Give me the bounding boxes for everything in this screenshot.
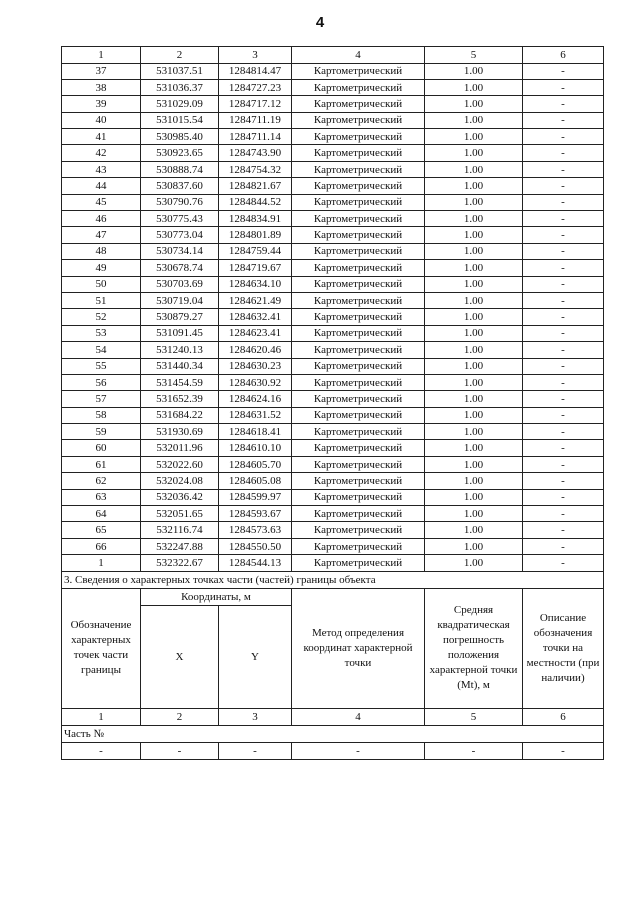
error-cell: 1.00 [425, 358, 523, 374]
column-number: 4 [292, 708, 425, 725]
x-coordinate-cell: 531029.09 [141, 96, 219, 112]
point-number-cell: 1 [62, 555, 141, 571]
y-coordinate-cell: 1284605.08 [219, 473, 292, 489]
error-cell: 1.00 [425, 79, 523, 95]
description-cell: - [523, 112, 604, 128]
column-number: 6 [523, 47, 604, 64]
x-coordinate-cell: 530888.74 [141, 161, 219, 177]
point-number-cell: 54 [62, 342, 141, 358]
error-cell: 1.00 [425, 276, 523, 292]
method-cell: Картометрический [292, 555, 425, 571]
x-coordinate-cell: 531091.45 [141, 325, 219, 341]
point-number-cell: 41 [62, 129, 141, 145]
y-coordinate-cell: 1284759.44 [219, 243, 292, 259]
x-coordinate-cell: 532024.08 [141, 473, 219, 489]
description-cell: - [523, 325, 604, 341]
error-cell: 1.00 [425, 506, 523, 522]
x-coordinate-cell: 530985.40 [141, 129, 219, 145]
column-number: 1 [62, 47, 141, 64]
x-coordinate-cell: 530719.04 [141, 292, 219, 308]
y-coordinate-cell: 1284630.23 [219, 358, 292, 374]
point-number-cell: 45 [62, 194, 141, 210]
method-cell: Картометрический [292, 260, 425, 276]
description-cell: - [523, 456, 604, 472]
table-row [62, 391, 604, 407]
y-header: Y [219, 605, 292, 708]
y-coordinate-cell: 1284623.41 [219, 325, 292, 341]
section-title: 3. Сведения о характерных точках части (частей) границы объекта [62, 571, 604, 588]
part-label: Часть № [62, 725, 604, 742]
description-cell: - [523, 538, 604, 554]
method-cell: Картометрический [292, 489, 425, 505]
description-cell: - [523, 129, 604, 145]
y-coordinate-cell: 1284727.23 [219, 79, 292, 95]
description-cell: - [523, 440, 604, 456]
column-number: 6 [523, 708, 604, 725]
y-coordinate-cell: 1284711.19 [219, 112, 292, 128]
error-header: Средняя квадратическая погрешность положения характерной точки (Mt), м [425, 588, 523, 708]
empty-cell: - [425, 742, 523, 759]
table-row [62, 424, 604, 440]
description-cell: - [523, 260, 604, 276]
y-coordinate-cell: 1284630.92 [219, 374, 292, 390]
y-coordinate-cell: 1284801.89 [219, 227, 292, 243]
error-cell: 1.00 [425, 456, 523, 472]
method-cell: Картометрический [292, 391, 425, 407]
table-row [62, 194, 604, 210]
method-cell: Картометрический [292, 63, 425, 79]
error-cell: 1.00 [425, 309, 523, 325]
error-cell: 1.00 [425, 211, 523, 227]
table-row [62, 292, 604, 308]
error-cell: 1.00 [425, 63, 523, 79]
y-coordinate-cell: 1284834.91 [219, 211, 292, 227]
table-row [62, 112, 604, 128]
error-cell: 1.00 [425, 178, 523, 194]
description-header: Описание обозначения точки на местности (при наличии) [523, 588, 604, 708]
column-number-row [62, 47, 604, 64]
point-number-cell: 52 [62, 309, 141, 325]
point-number-cell: 63 [62, 489, 141, 505]
y-coordinate-cell: 1284610.10 [219, 440, 292, 456]
method-cell: Картометрический [292, 456, 425, 472]
description-cell: - [523, 243, 604, 259]
error-cell: 1.00 [425, 391, 523, 407]
y-coordinate-cell: 1284620.46 [219, 342, 292, 358]
point-number-cell: 58 [62, 407, 141, 423]
error-cell: 1.00 [425, 96, 523, 112]
table-row [62, 456, 604, 472]
y-coordinate-cell: 1284624.16 [219, 391, 292, 407]
table-row [62, 440, 604, 456]
error-cell: 1.00 [425, 145, 523, 161]
x-coordinate-cell: 530790.76 [141, 194, 219, 210]
point-number-cell: 61 [62, 456, 141, 472]
error-cell: 1.00 [425, 129, 523, 145]
point-designation-header: Обозначение характерных точек части границы [62, 588, 141, 708]
description-cell: - [523, 407, 604, 423]
table-row [62, 260, 604, 276]
empty-cell: - [292, 742, 425, 759]
description-cell: - [523, 555, 604, 571]
error-cell: 1.00 [425, 522, 523, 538]
description-cell: - [523, 506, 604, 522]
description-cell: - [523, 96, 604, 112]
method-cell: Картометрический [292, 227, 425, 243]
table-row [62, 243, 604, 259]
point-number-cell: 57 [62, 391, 141, 407]
table-row [62, 489, 604, 505]
x-coordinate-cell: 532022.60 [141, 456, 219, 472]
description-cell: - [523, 391, 604, 407]
method-cell: Картометрический [292, 276, 425, 292]
table-row [62, 129, 604, 145]
table-row [62, 538, 604, 554]
table-row [62, 63, 604, 79]
method-cell: Картометрический [292, 374, 425, 390]
point-number-cell: 49 [62, 260, 141, 276]
method-cell: Картометрический [292, 407, 425, 423]
table-row [62, 522, 604, 538]
y-coordinate-cell: 1284631.52 [219, 407, 292, 423]
description-cell: - [523, 145, 604, 161]
column-number: 5 [425, 708, 523, 725]
point-number-cell: 39 [62, 96, 141, 112]
error-cell: 1.00 [425, 473, 523, 489]
x-coordinate-cell: 531015.54 [141, 112, 219, 128]
point-number-cell: 64 [62, 506, 141, 522]
method-cell: Картометрический [292, 129, 425, 145]
point-number-cell: 50 [62, 276, 141, 292]
point-number-cell: 43 [62, 161, 141, 177]
x-coordinate-cell: 530879.27 [141, 309, 219, 325]
method-cell: Картометрический [292, 161, 425, 177]
table-row [62, 325, 604, 341]
coordinates-header: Координаты, м [141, 588, 292, 605]
section-header-row [62, 588, 604, 605]
error-cell: 1.00 [425, 243, 523, 259]
error-cell: 1.00 [425, 555, 523, 571]
y-coordinate-cell: 1284634.10 [219, 276, 292, 292]
y-coordinate-cell: 1284717.12 [219, 96, 292, 112]
column-number: 4 [292, 47, 425, 64]
page-number: 4 [315, 14, 325, 31]
table-row [62, 407, 604, 423]
y-coordinate-cell: 1284632.41 [219, 309, 292, 325]
empty-cell: - [141, 742, 219, 759]
method-cell: Картометрический [292, 211, 425, 227]
method-cell: Картометрический [292, 292, 425, 308]
description-cell: - [523, 358, 604, 374]
method-cell: Картометрический [292, 178, 425, 194]
point-number-cell: 66 [62, 538, 141, 554]
point-number-cell: 44 [62, 178, 141, 194]
table-row [62, 145, 604, 161]
error-cell: 1.00 [425, 161, 523, 177]
method-header: Метод определения координат характерной точки [292, 588, 425, 708]
y-coordinate-cell: 1284550.50 [219, 538, 292, 554]
x-coordinate-cell: 531454.59 [141, 374, 219, 390]
table-row [62, 276, 604, 292]
point-number-cell: 59 [62, 424, 141, 440]
column-number: 2 [141, 708, 219, 725]
x-coordinate-cell: 532011.96 [141, 440, 219, 456]
table-row [62, 506, 604, 522]
table-row [62, 555, 604, 571]
x-coordinate-cell: 532051.65 [141, 506, 219, 522]
method-cell: Картометрический [292, 243, 425, 259]
table-row [62, 309, 604, 325]
column-number: 2 [141, 47, 219, 64]
error-cell: 1.00 [425, 424, 523, 440]
column-number: 3 [219, 708, 292, 725]
x-coordinate-cell: 531036.37 [141, 79, 219, 95]
method-cell: Картометрический [292, 342, 425, 358]
y-coordinate-cell: 1284754.32 [219, 161, 292, 177]
method-cell: Картометрический [292, 473, 425, 489]
y-coordinate-cell: 1284821.67 [219, 178, 292, 194]
section-title-row [62, 571, 604, 588]
error-cell: 1.00 [425, 194, 523, 210]
error-cell: 1.00 [425, 374, 523, 390]
table-row [62, 79, 604, 95]
method-cell: Картометрический [292, 96, 425, 112]
x-coordinate-cell: 530773.04 [141, 227, 219, 243]
point-number-cell: 53 [62, 325, 141, 341]
point-number-cell: 38 [62, 79, 141, 95]
empty-data-row [62, 742, 604, 759]
section-number-row [62, 708, 604, 725]
method-cell: Картометрический [292, 358, 425, 374]
x-coordinate-cell: 532247.88 [141, 538, 219, 554]
y-coordinate-cell: 1284593.67 [219, 506, 292, 522]
table-row [62, 374, 604, 390]
x-header: X [141, 605, 219, 708]
point-number-cell: 56 [62, 374, 141, 390]
x-coordinate-cell: 530734.14 [141, 243, 219, 259]
point-number-cell: 37 [62, 63, 141, 79]
point-number-cell: 47 [62, 227, 141, 243]
coordinates-table [61, 46, 604, 760]
y-coordinate-cell: 1284844.52 [219, 194, 292, 210]
x-coordinate-cell: 531652.39 [141, 391, 219, 407]
method-cell: Картометрический [292, 506, 425, 522]
empty-cell: - [523, 742, 604, 759]
description-cell: - [523, 424, 604, 440]
x-coordinate-cell: 532322.67 [141, 555, 219, 571]
x-coordinate-cell: 531240.13 [141, 342, 219, 358]
method-cell: Картометрический [292, 79, 425, 95]
error-cell: 1.00 [425, 227, 523, 243]
error-cell: 1.00 [425, 292, 523, 308]
table-row [62, 473, 604, 489]
y-coordinate-cell: 1284621.49 [219, 292, 292, 308]
error-cell: 1.00 [425, 489, 523, 505]
point-number-cell: 51 [62, 292, 141, 308]
error-cell: 1.00 [425, 112, 523, 128]
point-number-cell: 48 [62, 243, 141, 259]
column-number: 5 [425, 47, 523, 64]
point-number-cell: 46 [62, 211, 141, 227]
method-cell: Картометрический [292, 522, 425, 538]
column-number: 3 [219, 47, 292, 64]
error-cell: 1.00 [425, 260, 523, 276]
description-cell: - [523, 211, 604, 227]
table-row [62, 211, 604, 227]
y-coordinate-cell: 1284605.70 [219, 456, 292, 472]
point-number-cell: 55 [62, 358, 141, 374]
description-cell: - [523, 63, 604, 79]
y-coordinate-cell: 1284719.67 [219, 260, 292, 276]
x-coordinate-cell: 530678.74 [141, 260, 219, 276]
error-cell: 1.00 [425, 325, 523, 341]
table-row [62, 161, 604, 177]
description-cell: - [523, 374, 604, 390]
description-cell: - [523, 292, 604, 308]
x-coordinate-cell: 531440.34 [141, 358, 219, 374]
y-coordinate-cell: 1284618.41 [219, 424, 292, 440]
y-coordinate-cell: 1284544.13 [219, 555, 292, 571]
x-coordinate-cell: 532116.74 [141, 522, 219, 538]
x-coordinate-cell: 531684.22 [141, 407, 219, 423]
description-cell: - [523, 473, 604, 489]
method-cell: Картометрический [292, 194, 425, 210]
error-cell: 1.00 [425, 342, 523, 358]
method-cell: Картометрический [292, 424, 425, 440]
error-cell: 1.00 [425, 538, 523, 554]
column-number: 1 [62, 708, 141, 725]
empty-cell: - [62, 742, 141, 759]
description-cell: - [523, 161, 604, 177]
y-coordinate-cell: 1284573.63 [219, 522, 292, 538]
description-cell: - [523, 276, 604, 292]
part-row [62, 725, 604, 742]
description-cell: - [523, 227, 604, 243]
x-coordinate-cell: 530923.65 [141, 145, 219, 161]
y-coordinate-cell: 1284711.14 [219, 129, 292, 145]
table-row [62, 227, 604, 243]
method-cell: Картометрический [292, 145, 425, 161]
point-number-cell: 62 [62, 473, 141, 489]
method-cell: Картометрический [292, 440, 425, 456]
table-row [62, 342, 604, 358]
x-coordinate-cell: 531037.51 [141, 63, 219, 79]
point-number-cell: 40 [62, 112, 141, 128]
x-coordinate-cell: 530703.69 [141, 276, 219, 292]
description-cell: - [523, 79, 604, 95]
description-cell: - [523, 178, 604, 194]
x-coordinate-cell: 530775.43 [141, 211, 219, 227]
description-cell: - [523, 522, 604, 538]
description-cell: - [523, 194, 604, 210]
point-number-cell: 65 [62, 522, 141, 538]
method-cell: Картометрический [292, 112, 425, 128]
method-cell: Картометрический [292, 309, 425, 325]
y-coordinate-cell: 1284743.90 [219, 145, 292, 161]
method-cell: Картометрический [292, 538, 425, 554]
empty-cell: - [219, 742, 292, 759]
table-row [62, 358, 604, 374]
point-number-cell: 42 [62, 145, 141, 161]
description-cell: - [523, 489, 604, 505]
table-row [62, 178, 604, 194]
x-coordinate-cell: 531930.69 [141, 424, 219, 440]
y-coordinate-cell: 1284599.97 [219, 489, 292, 505]
x-coordinate-cell: 530837.60 [141, 178, 219, 194]
description-cell: - [523, 342, 604, 358]
point-number-cell: 60 [62, 440, 141, 456]
table-row [62, 96, 604, 112]
y-coordinate-cell: 1284814.47 [219, 63, 292, 79]
x-coordinate-cell: 532036.42 [141, 489, 219, 505]
error-cell: 1.00 [425, 440, 523, 456]
description-cell: - [523, 309, 604, 325]
method-cell: Картометрический [292, 325, 425, 341]
error-cell: 1.00 [425, 407, 523, 423]
